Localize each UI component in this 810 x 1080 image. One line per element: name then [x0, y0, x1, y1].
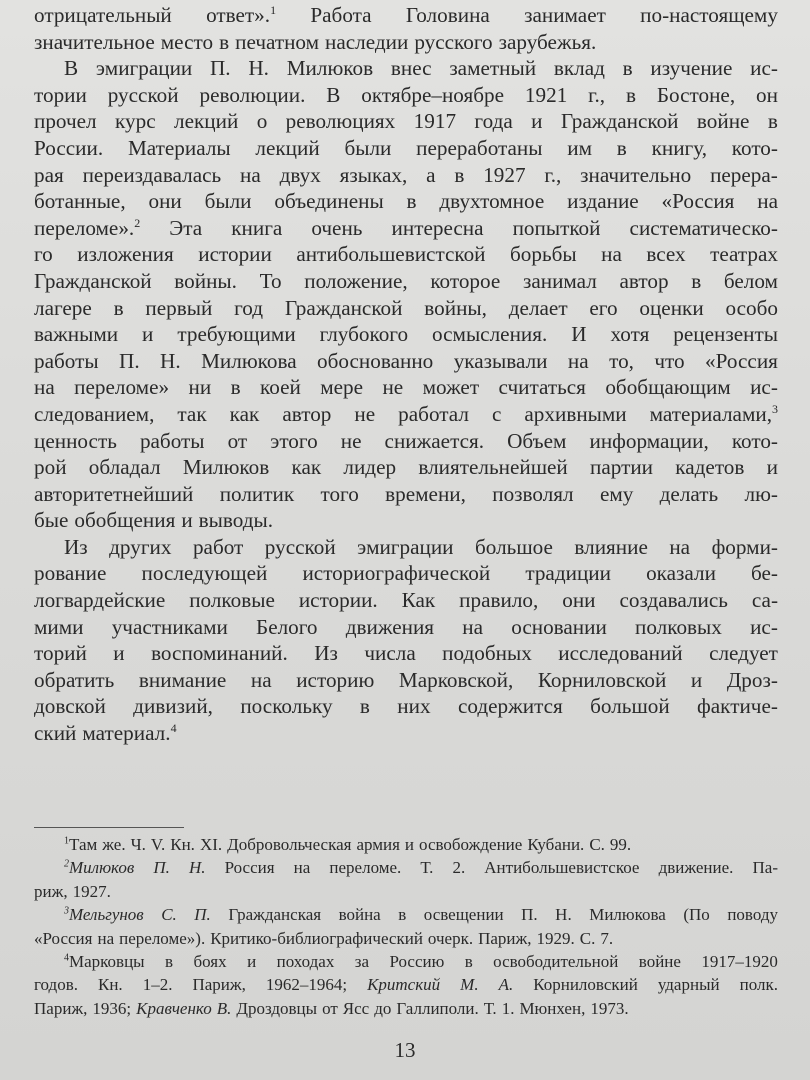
text-line: рование последующей историографической традиции оказали бе- — [34, 561, 778, 586]
text-line: рой обладал Милюков как лидер влиятельнейшей партии кадетов и — [34, 455, 778, 480]
text-line: переломе».$^2$ Эта книга очень интересна попыткой систематическо- — [34, 215, 778, 240]
text-line: России. Материалы лекций были переработаны им в книгу, кото- — [34, 135, 778, 160]
footnote-line: $^2$Милюков П. Н. Россия на переломе. Т. 2. Антибольшевистское движение. Па- — [64, 858, 778, 878]
footnote-line: годов. Кн. 1–2. Париж, 1962–1964; Критский М. А. Корниловский ударный полк. — [34, 975, 778, 995]
main-text — [34, 2, 778, 747]
text-line: значительное место в печатном наследии русского зарубежья. — [34, 29, 597, 54]
text-line: важными и требующими глубокого осмысления. И хотя рецензенты — [34, 322, 778, 347]
text-line: довской дивизий, поскольку в них содержится большой фактиче- — [34, 694, 778, 719]
text-line: рая переиздавалась на двух языках, а в 1927 г., значительно перера- — [34, 162, 778, 187]
text-line: ботанные, они были объединены в двухтомное издание «Россия на — [34, 189, 778, 214]
footnote-line: «Россия на переломе»). Критико-библиографический очерк. Париж, 1929. С. 7. — [34, 928, 614, 948]
text-line: В эмиграции П. Н. Милюков внес заметный вклад в изучение ис- — [64, 56, 778, 81]
text-line: бые обобщения и выводы. — [34, 508, 274, 533]
footnote-separator — [34, 827, 184, 828]
text-line: мими участниками Белого движения на основании полковых ис- — [34, 614, 778, 639]
footnote-ref: 2 — [134, 215, 141, 230]
text-line: Из других работ русской эмиграции большое влияние на форми- — [64, 534, 778, 559]
footnote-line: $^4$Марковцы в боях и походах за Россию в освободительной войне 1917–1920 — [64, 951, 778, 971]
footnote-number: 2 — [64, 858, 69, 870]
footnote-line: $^3$Мельгунов С. П. Гражданская война в освещении П. Н. Милюкова (По поводу — [64, 905, 778, 925]
text-line: на переломе» ни в коей мере не может считаться обобщающим ис- — [34, 375, 778, 400]
text-line: обратить внимание на историю Марковской, Корниловской и Дроз- — [34, 667, 778, 692]
text-line: следованием, так как автор не работал с архивными материалами,$^3$ — [34, 401, 778, 426]
page-number: 13 — [394, 1038, 416, 1062]
text-line: прочел курс лекций о революциях 1917 года и Гражданской войне в — [34, 109, 778, 134]
footnote-ref: 4 — [170, 720, 177, 735]
text-line: логвардейские полковые истории. Как правило, они создавались са- — [34, 588, 778, 613]
footnote-number: 3 — [64, 905, 69, 917]
footnotes — [34, 833, 778, 1020]
text-line: торий и воспоминаний. Из числа подобных исследований следует — [34, 641, 778, 666]
text-line: ценность работы от этого не снижается. Объем информации, кото- — [34, 428, 778, 453]
text-line: го изложения истории антибольшевистской борьбы на всех театрах — [34, 242, 778, 267]
footnote-number: 4 — [64, 952, 69, 964]
text-line: лагере в первый год Гражданской войны, делает его оценки особо — [34, 295, 778, 320]
text-line: ский материал.$^4$ — [34, 720, 177, 746]
text-line: отрицательный ответ».$^1$ Работа Головина занимает по-настоящему — [34, 2, 778, 27]
text-line: работы П. Н. Милюкова обоснованно указывали на то, что «Россия — [34, 348, 778, 373]
text-line: Гражданской войны. То положение, которое занимал автор в белом — [34, 268, 778, 293]
footnote-line: риж, 1927. — [34, 881, 111, 901]
footnote-line: $^1$Там же. Ч. V. Кн. XI. Добровольческая армия и освобождение Кубани. С. 99. — [64, 835, 632, 854]
footnote-ref: 3 — [772, 401, 778, 416]
footnote-line: Париж, 1936; Кравченко В. Дроздовцы от Ясс до Галлиполи. Т. 1. Мюнхен, 1973. — [34, 998, 629, 1018]
footnote-number: 1 — [64, 835, 69, 847]
text-line: тории русской революции. В октябре–ноябре 1921 г., в Бостоне, он — [34, 82, 778, 107]
text-line: авторитетнейший политик того времени, позволял ему делать лю- — [34, 481, 778, 506]
footnote-ref: 1 — [270, 2, 277, 17]
